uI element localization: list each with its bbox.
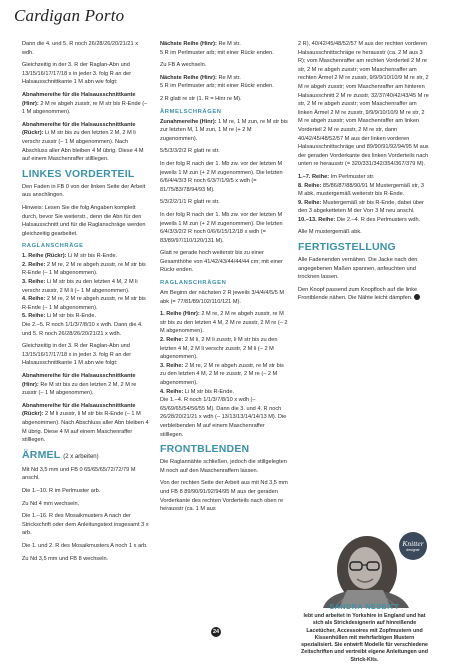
paragraph: Am Beginn der nächsten 2 R jeweils 3/4/4/4/5/5 M abk (= 77/81/89/102/110/121 M).: [160, 290, 285, 305]
paragraph: Mit Nd 3,5 mm und FB 0 65/65/65/72/72/79 M anschl.: [22, 466, 136, 482]
paragraph: Abnahmereihe für die Halsausschnittkante (Rückr): Li M str bis zu den letzten 2 M, 2 M li verschr zusstr (– 1 M abgenommen). Nach Abschluss aller Abn bleiben 4 M übrig. Diese 4 M auf einem Maschenraffer stilllegen.: [22, 121, 144, 163]
row-label: 1. Reihe (Hinr):: [160, 311, 200, 318]
column-3: [298, 40, 430, 307]
row-label: 9. Reihe:: [298, 199, 322, 206]
paragraph: 4. Reihe: Li M str bis R-Ende.: [160, 388, 234, 395]
paragraph: Die 1.–10. R im Perlmuster arb.: [22, 487, 101, 494]
page-title: Cardigan Porto: [14, 6, 125, 25]
paragraph: Gleichzeitig in der 3. R der Raglan-Abn und 13/15/16/17/17/18 x in jeder 3. folg R an der Halsausschnittkante 1 M abn wie folgt:: [22, 343, 132, 367]
row-label: Nächste Reihe (Hinr):: [160, 74, 217, 81]
row-label: 4. Reihe:: [22, 296, 46, 303]
paragraph: 5/3/2/2/1/1 R glatt re str.: [160, 199, 220, 206]
section-heading: FRONTBLENDEN: [160, 443, 250, 456]
paragraph: Alle M mustergemäß abk.: [298, 229, 362, 236]
row-label: 3. Reihe:: [160, 362, 184, 369]
paragraph: Die Raglannähte schließen, jedoch die stillgelegten M noch auf den Maschenraffern lassen.: [160, 459, 287, 474]
paragraph: Glatt re gerade hoch weiterstr bis zu einer Gesamthöhe von 41/42/43/44/44/44 cm; mit einer Rückr enden.: [160, 250, 283, 274]
subsection-heading: RAGLANSCHRÄGEN: [160, 280, 227, 287]
bullet-end-icon: [414, 294, 420, 300]
paragraph: Die 2.–5. R noch 1/1/3/7/8/10 x wdh. Dann die 4. und 5. R noch 26/28/26/20/21/21 x wdh.: [22, 322, 143, 337]
paragraph: Abnahmereihe für die Halsausschnittkante (Rückr): 2 M li zusstr, li M str bis R-Ende (– 1 M abgenommen). Nach Abschluss aller Abn bleiben 4 M übrig. Diese 4 M auf einem Maschenraffer stilllegen.: [22, 402, 149, 444]
paragraph: Zu Nd 3,5 mm und FB 8 wechseln.: [22, 555, 109, 562]
paragraph: 2. Reihe: 2 M re, 2 M re abgeh zusstr, re M str bis R-Ende (– 1 M abgenommen).: [22, 261, 146, 277]
paragraph: In der folg R nach der 1. Mb zw. vor der letzten M jeweils 1 M zun (+ 2 M zugenommen). Die letzten 6/6/4/4/3/3 R noch 6/3/7/1/9/5 x wdh (= 81/75/83/78/94/93 M).: [160, 160, 283, 193]
paragraph: 1. Reihe (Rückr): Li M str bis R-Ende.: [22, 253, 118, 260]
row-label: 8. Reihe:: [298, 182, 322, 189]
row-label: 4. Reihe:: [160, 388, 184, 395]
paragraph: 1. Reihe (Hinr): 2 M re, 2 M re abgeh zusstr, re M str bis zu den letzten 4 M, 2 M re zusstr, 2 M re (– 2 M abgenommen).: [160, 311, 288, 335]
paragraph: 1.–7. Reihe: Im Perlmuster str.: [298, 173, 375, 180]
paragraph: 2. Reihe: 2 M li, 2 M li zusstr, li M str bis zu den letzten 4 M, 2 M li verschr zusstr, 2 M li (– 2 M abgenommen).: [160, 337, 278, 361]
paragraph: Hinweis: Lesen Sie die folg Angaben komplett durch, bevor Sie weiterstr., denn die Abn für den Halsausschnitt und für die Raglanschräge werden gleichzeitig gearbeitet.: [22, 204, 146, 237]
column-1: [22, 40, 150, 567]
author-bio: lebt und arbeitet in Yorkshire in England und hat sich als Strickdesignerin auf hinreißende Lacetücher, Accessoires mit Zopfmustern und Kissenhüllen mit mehrfarbigen Mustern spezialisiert. Sie entwirft Modelle für verschiedene Zeitschriften und vertreibt eigene Anleitungen und Strick-Kits.: [301, 613, 428, 663]
section-note: (2 x arbeiten): [63, 453, 99, 460]
paragraph: Abnahmereihe für die Halsausschnittkante (Hinr): Re M str bis zu den letzten 2 M, 2 M re zusstr (– 1 M abgenommen).: [22, 373, 137, 397]
paragraph: Zunahmereihe (Hinr): 1 M re, 1 M zun, re M str bis zur letzten M, 1 M zun, 1 M re (+ 2 M zugenommen).: [160, 118, 288, 142]
row-label: 10.–13. Reihe:: [298, 216, 336, 223]
section-heading: ÄRMEL (2 x arbeiten): [22, 448, 99, 461]
row-label: Abnahmereihe für die Halsausschnittkante (Hinr):: [22, 373, 136, 388]
row-label: 5. Reihe:: [22, 313, 46, 320]
paragraph: Die 1.–16. R des Mosaikmusters A nach der Strickschrift oder dem Anleitungstext insgesamt 3 x arb.: [22, 513, 149, 537]
paragraph: Gleichzeitig in der 3. R der Raglan-Abn und 13/15/16/17/17/18 x in jeder 3. folg R an der Halsausschnittkante 1 M abn wie folgt:: [22, 62, 132, 86]
row-label: 2. Reihe:: [22, 261, 46, 268]
paragraph: In der folg R nach der 1. Mb zw. vor der letzten M jeweils 1 M zun (+ 2 M zugenommen). Die letzten 6/4/3/3/2/2 R noch 0/6/6/15/12/18 x wdh (= 83/89/97/110/120/131 M).: [160, 211, 283, 244]
row-label: Zunahmereihe (Hinr):: [160, 118, 217, 125]
column-2: [160, 40, 288, 518]
paragraph: Die 1.–4. R noch 1/1/3/7/8/10 x wdh (– 65/69/65/54/56/55 M). Dann die 3. und 4. R noch 26/28/20/21/21 x wdh (– 13/13/13/14/14/13 M). Die verbleibenden M auf einem Maschenraffer stilllegen.: [160, 397, 287, 438]
paragraph: Den Faden in FB 0 von der linken Seite der Arbeit aus anschlingen.: [22, 183, 146, 199]
paragraph: Alle Fadenenden vernähen. Die Jacke nach den angegebenen Maßen spannen, anfeuchten und trocknen lassen.: [298, 257, 418, 281]
section-heading: FERTIGSTELLUNG: [298, 241, 396, 254]
paragraph: Nächste Reihe (Hinr): Re M str.: [160, 41, 241, 47]
section-heading: LINKES VORDERTEIL: [22, 167, 135, 180]
paragraph: 3. Reihe: Li M str bis zu den letzten 4 M, 2 M li verschr zusstr, 2 M li (– 1 M abgenommen).: [22, 279, 138, 294]
paragraph: 9. Reihe: Mustergemäß str bis R-Ende, dabei über den 3 abgeketteten M der Vorr 3 M neu anschl.: [298, 199, 424, 215]
author-name: SANDRA NESBITT: [329, 604, 400, 611]
row-label: Abnahmereihe für die Halsausschnittkante (Rückr):: [22, 402, 136, 418]
paragraph: 3. Reihe: 2 M re, 2 M re abgeh zusstr, re M str bis zu den letzten 4 M, 2 M re zusstr, 2 M re (– 2 M abgenommen).: [160, 362, 284, 386]
paragraph: Dann die 4. und 5. R noch 26/28/26/20/21/21 x wdh.: [22, 41, 139, 56]
paragraph: 5 R im Perlmuster arb; mit einer Rückr enden.: [160, 83, 274, 90]
paragraph: Nächste Reihe (Hinr): Re M str.: [160, 74, 241, 81]
paragraph: Zu Nd 4 mm wechseln.: [22, 500, 80, 507]
row-label: 2. Reihe:: [160, 337, 184, 344]
row-label: 3. Reihe:: [22, 279, 46, 286]
paragraph: 5/5/3/3/2/2 R glatt re str.: [160, 148, 220, 155]
row-label: Abnahmereihe für die Halsausschnittkante (Rückr):: [22, 121, 136, 137]
paragraph: 5 R im Perlmuster arb; mit einer Rückr enden.: [160, 49, 274, 56]
knitter-badge: Knitter designer: [399, 532, 427, 560]
paragraph: Zu FB A wechseln.: [160, 62, 207, 69]
row-label: 1. Reihe (Rückr):: [22, 253, 67, 260]
paragraph: 2 R glatt re str (1. R = Hinr re M).: [160, 95, 242, 102]
row-label: Abnahmereihe für die Halsausschnittkante (Hinr):: [22, 91, 136, 107]
paragraph: 10.–13. Reihe: Die 2.–4. R des Perlmusters wdh.: [298, 216, 421, 223]
subsection-heading: RAGLANSCHRÄGE: [22, 243, 84, 250]
row-label: Nächste Reihe (Hinr):: [160, 41, 217, 47]
paragraph: 2 R), 40/42/45/48/52/57 M aus der rechten vorderen Halsausschnittschräge re herausstr (ca. 2 M aus 3 R); vom Maschenraffer am rechten Vorderteil 2 M re str, 2 M re abgeh zusstr; vom Maschenraffer am rechten Ärmel 2 M re zusstr, 9/9/9/10/10/9 M re str, 2 M re abgeh zusstr; vom Maschenraffer am hinteren Halsausschnitt 2 M re zusstr, 32/37/40/42/43/45 M re str, 2 M re abgeh zusstr; vom Maschenraffer am linken Ärmel 2 M re zusstr, 9/9/9/10/10/9 M re str, 2 M re abgeh zusstr; vom Maschenraffer am linken Vorderteil 2 M re zusstr, 2 M re str, dann 40/42/45/48/52/57 M aus der linken vorderen Halsausschnittschräge und 89/90/91/92/94/95 M aus der geraden Vorderkante des linken Vorderteils nach unten re herausstr (= 320/331/342/354/367/379 M).: [298, 41, 429, 168]
paragraph: Den Knopf passend zum Knopfloch auf die linke Frontblende nähen. Die Nähte leicht dämpfen.: [298, 286, 430, 303]
paragraph: Abnahmereihe für die Halsausschnittkante (Hinr): 2 M re abgeh zusstr, re M str bis R-Ende (– 1 M abgenommen).: [22, 91, 148, 116]
paragraph: 4. Reihe: 2 M re, 2 M re abgeh zusstr, re M str bis R-Ende (– 1 M abgenommen).: [22, 296, 146, 311]
subsection-heading: ÄRMELSCHRÄGEN: [160, 108, 222, 115]
paragraph: Die 1. und 2. R des Mosaikmusters A noch 1 x arb.: [22, 542, 148, 549]
paragraph: 5. Reihe: Li M str bis R-Ende.: [22, 313, 96, 320]
page-number: 24: [212, 629, 220, 635]
paragraph: 8. Reihe: 85/86/87/88/90/91 M Mustergemäß str, 3 M abk, mustergemäß weiterstr bis R-Ende.: [298, 182, 424, 198]
author-photo: [299, 532, 430, 608]
row-label: 1.–7. Reihe:: [298, 173, 330, 180]
paragraph: Von der rechten Seite der Arbeit aus mit Nd 3,5 mm und FB 8 89/90/91/92/94/95 M aus der geraden Vorderkante des rechten Vorderteils nach oben re herausstr (ca. 1 M aus: [160, 480, 288, 513]
